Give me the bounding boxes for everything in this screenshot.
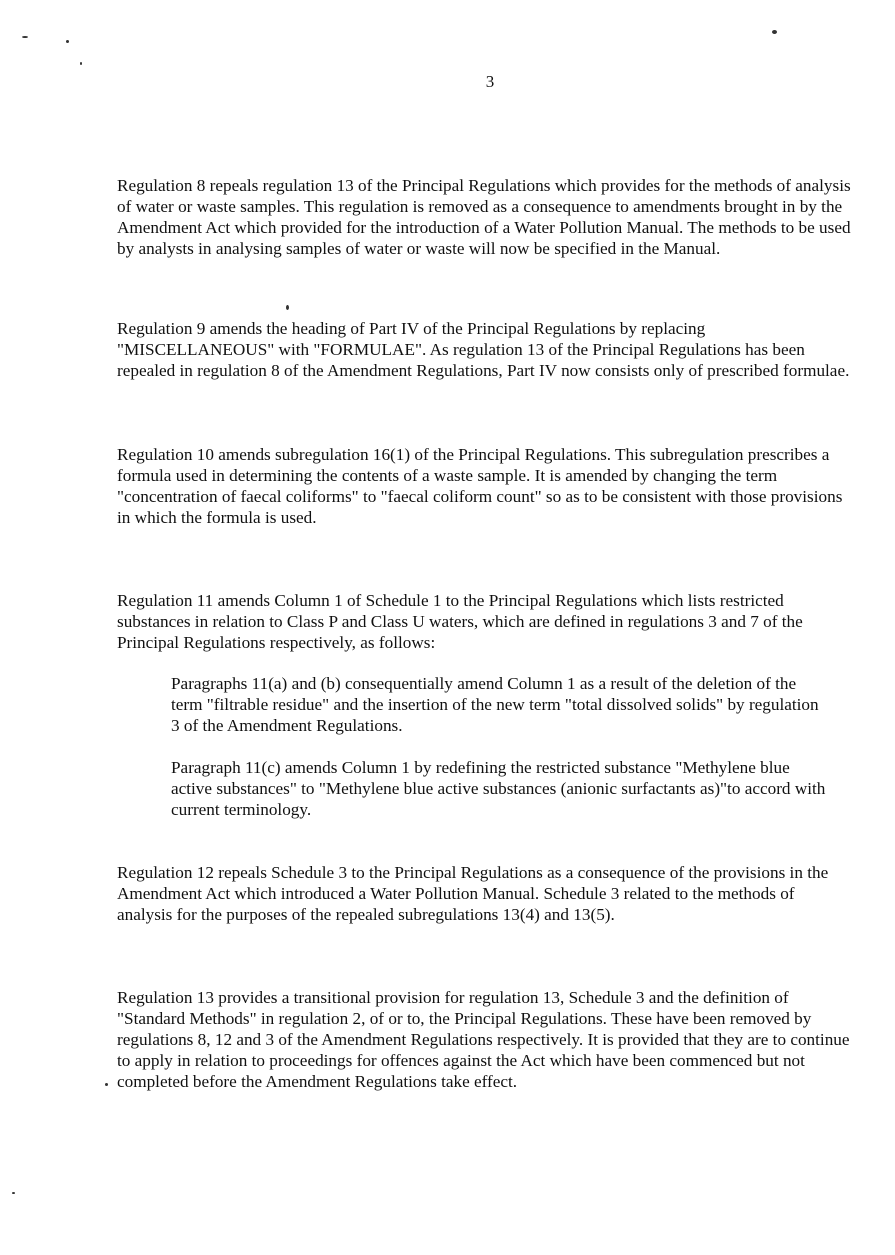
paragraph-text: amends Column 1 of Schedule 1 to the Principal Regulations which lists restricted substances in relation to Class P and Class U waters, which are defined in regulations 3 and 7 of the Principal Regulations respectively, as follows: xyxy=(117,591,803,652)
paragraph-lead: Regulation 9 xyxy=(117,319,206,338)
paragraph-regulation-8 xyxy=(117,175,852,259)
paragraph-text: amends the heading of Part IV of the Principal Regulations by replacing "MISCELLANEOUS" with "FORMULAE". As regulation 13 of the Principal Regulations has been repealed in regulation 8 of the Amendment Regulations, Part IV now consists only of prescribed formulae. xyxy=(117,319,850,380)
subparagraph-11ab xyxy=(171,673,831,736)
paragraph-lead: Regulation 11 xyxy=(117,591,214,610)
paragraph-text: amends subregulation 16(1) of the Principal Regulations. This subregulation prescribes a formula used in determining the contents of a waste sample. It is amended by changing the term "concentration of faecal coliforms" to "faecal coliform count" so as to be consistent with those provisions in which the formula is used. xyxy=(117,445,843,527)
scan-speck xyxy=(772,30,777,34)
scan-speck xyxy=(12,1192,15,1194)
scan-speck xyxy=(66,40,69,43)
paragraph-text: Paragraph 11(c) amends Column 1 by redefining the restricted substance "Methylene blue active substances" to "Methylene blue active substances (anionic surfactants as)"to accord with current terminology. xyxy=(171,758,826,819)
subparagraph-11c xyxy=(171,757,831,820)
paragraph-regulation-10 xyxy=(117,444,852,528)
scan-speck xyxy=(22,36,28,38)
paragraph-text: provides a transitional provision for regulation 13, Schedule 3 and the definition of "Standard Methods" in regulation 2, of or to, the Principal Regulations. These have been removed by regulations 8, 12 and 3 of the Amendment Regulations respectively. It is provided that they are to continue to apply in relation to proceedings for offences against the Act which have been commenced but not completed before the Amendment Regulations take effect. xyxy=(117,988,850,1091)
paragraph-regulation-13 xyxy=(117,987,852,1092)
paragraph-text: Paragraphs 11(a) and (b) consequentially amend Column 1 as a result of the deletion of the term "filtrable residue" and the insertion of the new term "total dissolved solids" by regulation 3 of the Amendment Regulations. xyxy=(171,674,819,735)
page-number: 3 xyxy=(485,72,495,91)
scan-speck xyxy=(105,1083,108,1086)
paragraph-text: repeals regulation 13 of the Principal Regulations which provides for the methods of analysis of water or waste samples. This regulation is removed as a consequence to amendments brought in by the Amendment Act which provided for the introduction of a Water Pollution Manual. The methods to be used by analysts in analysing samples of water or waste will now be specified in the Manual. xyxy=(117,176,851,258)
scan-speck xyxy=(80,62,82,65)
paragraph-lead: Regulation 10 xyxy=(117,445,214,464)
paragraph-lead: Regulation 12 xyxy=(117,863,214,882)
paragraph-regulation-12 xyxy=(117,862,852,925)
paragraph-lead: Regulation 8 xyxy=(117,176,206,195)
paragraph-regulation-9 xyxy=(117,318,852,381)
paragraph-regulation-11 xyxy=(117,590,852,653)
paragraph-text: repeals Schedule 3 to the Principal Regulations as a consequence of the provisions in the Amendment Act which introduced a Water Pollution Manual. Schedule 3 related to the methods of analysis for the purposes of the repealed subregulations 13(4) and 13(5). xyxy=(117,863,829,924)
paragraph-lead: Regulation 13 xyxy=(117,988,214,1007)
scan-speck xyxy=(286,305,289,310)
